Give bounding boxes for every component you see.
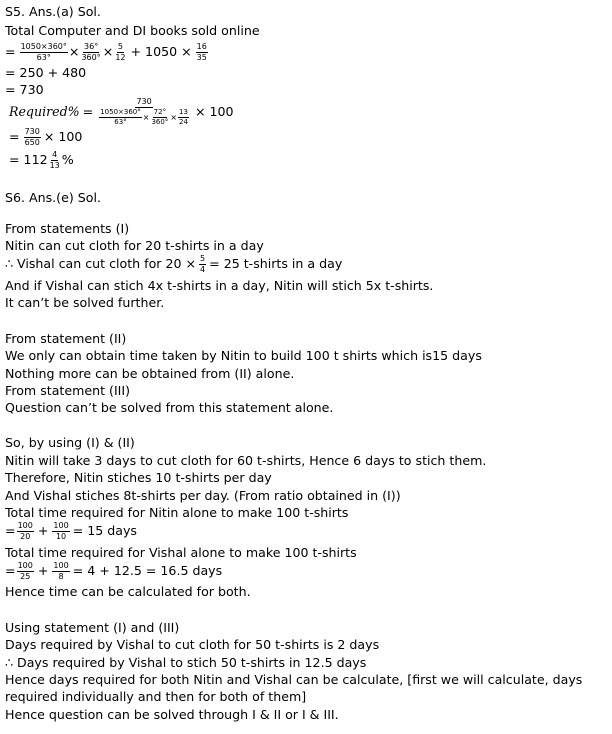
numerator: 100 bbox=[17, 560, 33, 570]
s5-line-total: Total Computer and DI books sold online bbox=[5, 23, 260, 38]
s5-percent-step bbox=[9, 125, 82, 149]
times-hundred: × 100 bbox=[194, 104, 234, 119]
numerator: 36° bbox=[84, 41, 99, 51]
s6-text-line: required individually and then for both of them] bbox=[5, 689, 307, 704]
fraction bbox=[178, 109, 189, 126]
s6-text-line: Question can’t be solved from this statement alone. bbox=[5, 400, 334, 415]
fraction bbox=[196, 43, 208, 62]
compound-fraction bbox=[97, 98, 191, 126]
s6-nitin-time bbox=[5, 519, 137, 543]
s6-heading: S6. Ans.(e) Sol. bbox=[5, 190, 101, 205]
numerator: 1050×360° bbox=[100, 108, 141, 116]
equals-sign: = bbox=[9, 129, 20, 144]
equals-sign: = bbox=[5, 44, 16, 59]
required-label: Required% bbox=[9, 104, 80, 119]
percent-sign: % bbox=[61, 152, 74, 167]
s5-line-result: = 730 bbox=[5, 82, 44, 97]
times-sign: × bbox=[102, 44, 114, 59]
fraction bbox=[199, 255, 206, 274]
numerator: 16 bbox=[196, 41, 207, 51]
denominator: 360° bbox=[151, 118, 169, 126]
numerator: 730 bbox=[136, 97, 152, 106]
denominator: 13 bbox=[49, 160, 60, 170]
fraction bbox=[150, 109, 169, 126]
s6-text-line: Nitin can cut cloth for 20 t-shirts in a day bbox=[5, 238, 264, 253]
s6-text-line: Hence days required for both Nitin and Vishal can be calculate, [first we will calculate, days bbox=[5, 672, 583, 687]
s6-text-line: Using statement (I) and (III) bbox=[5, 620, 180, 635]
fraction bbox=[99, 109, 142, 126]
s6-text-line: Total time required for Vishal alone to make 100 t-shirts bbox=[5, 545, 357, 560]
numerator: 730 bbox=[24, 126, 40, 136]
text-pre: ∴ Vishal can cut cloth for 20 × bbox=[5, 256, 197, 271]
s6-text-line: ∴ Days required by Vishal to stich 50 t-shirts in 12.5 days bbox=[5, 655, 367, 670]
s5-expression bbox=[5, 40, 209, 64]
equals-sign: = bbox=[5, 523, 16, 538]
text-post: = 25 t-shirts in a day bbox=[209, 256, 343, 271]
s5-percent-answer bbox=[9, 148, 74, 172]
times-sign: × bbox=[142, 112, 150, 122]
fraction bbox=[17, 522, 34, 541]
result-text: = 4 + 12.5 = 16.5 days bbox=[72, 563, 223, 578]
whole-part: = 112 bbox=[9, 152, 48, 167]
times-hundred: × 100 bbox=[43, 129, 83, 144]
denominator: 360° bbox=[81, 52, 101, 62]
result-text: = 15 days bbox=[72, 523, 137, 538]
fraction bbox=[114, 43, 126, 62]
denominator: 25 bbox=[20, 571, 31, 581]
fraction bbox=[24, 128, 41, 147]
fraction bbox=[49, 151, 61, 170]
fraction bbox=[20, 43, 68, 62]
fraction bbox=[52, 562, 69, 581]
s6-text-line: Hence question can be solved through I & II or I & III. bbox=[5, 707, 339, 722]
s6-vishal-cut-line bbox=[5, 252, 342, 276]
s6-text-line: And if Vishal can stich 4x t-shirts in a day, Nitin will stich 5x t-shirts. bbox=[5, 278, 434, 293]
s6-text-line: From statement (II) bbox=[5, 331, 127, 346]
numerator: 4 bbox=[52, 149, 58, 159]
denominator: 4 bbox=[200, 264, 206, 274]
equals-sign: = bbox=[5, 563, 16, 578]
denominator: 63° bbox=[114, 118, 127, 126]
s6-text-line: Hence time can be calculated for both. bbox=[5, 584, 251, 599]
s6-text-line: From statement (III) bbox=[5, 383, 131, 398]
denominator: 35 bbox=[196, 52, 207, 62]
times-sign: × bbox=[170, 112, 178, 122]
numerator: 1050×360° bbox=[20, 41, 67, 51]
numerator: 100 bbox=[53, 560, 69, 570]
s6-text-line: From statements (I) bbox=[5, 221, 130, 236]
s5-line-sum: = 250 + 480 bbox=[5, 65, 87, 80]
denominator: 10 bbox=[55, 531, 67, 541]
denominator: 63° bbox=[36, 52, 51, 62]
s6-text-line: And Vishal stiches 8t-shirts per day. (From ratio obtained in (I)) bbox=[5, 488, 401, 503]
denominator: 12 bbox=[115, 52, 126, 62]
s6-text-line: Total time required for Nitin alone to make 100 t-shirts bbox=[5, 505, 349, 520]
numerator: 100 bbox=[17, 520, 33, 530]
s6-text-line: We only can obtain time taken by Nitin to build 100 t shirts which is15 days bbox=[5, 348, 482, 363]
denominator: 8 bbox=[58, 571, 64, 581]
s6-vishal-time bbox=[5, 559, 222, 583]
denominator bbox=[97, 108, 191, 126]
numerator: 100 bbox=[53, 520, 69, 530]
numerator: 5 bbox=[200, 253, 206, 263]
s6-text-line: It can’t be solved further. bbox=[5, 295, 165, 310]
equals-sign: = bbox=[82, 104, 94, 119]
fraction bbox=[52, 522, 69, 541]
s6-text-line: Days required by Vishal to cut cloth for 50 t-shirts is 2 days bbox=[5, 637, 380, 652]
fraction bbox=[17, 562, 34, 581]
s6-text-line: Nothing more can be obtained from (II) alone. bbox=[5, 366, 295, 381]
numerator: 13 bbox=[179, 108, 188, 116]
s5-heading: S5. Ans.(a) Sol. bbox=[5, 4, 101, 19]
numerator: 5 bbox=[117, 41, 123, 51]
denominator: 20 bbox=[20, 531, 31, 541]
s6-text-line: So, by using (I) & (II) bbox=[5, 435, 135, 450]
s6-text-line: Therefore, Nitin stiches 10 t-shirts per day bbox=[5, 470, 272, 485]
fraction bbox=[80, 43, 101, 62]
denominator: 650 bbox=[24, 137, 40, 147]
numerator: 72° bbox=[153, 108, 167, 116]
plus-sign: + bbox=[37, 563, 49, 578]
s5-required-percent bbox=[9, 97, 234, 127]
s6-text-line: Nitin will take 3 days to cut cloth for 60 t-shirts, Hence 6 days to stich them. bbox=[5, 453, 487, 468]
plus-term: + 1050 × bbox=[130, 44, 192, 59]
plus-sign: + bbox=[37, 523, 49, 538]
denominator: 24 bbox=[179, 118, 188, 126]
times-sign: × bbox=[68, 44, 80, 59]
